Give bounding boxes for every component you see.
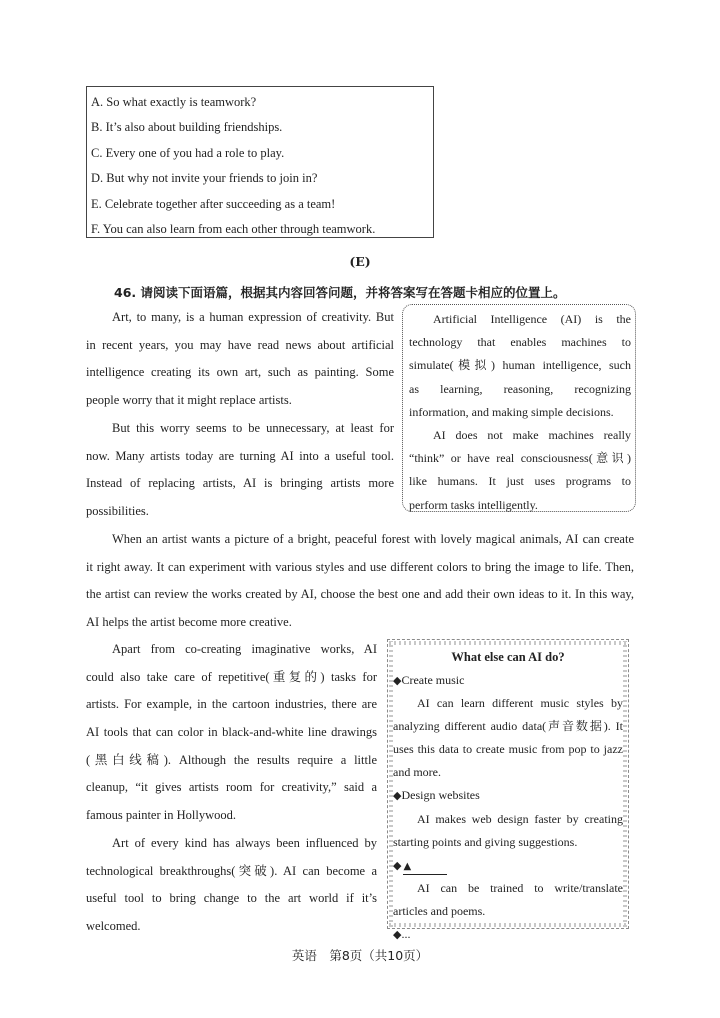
- text-line: intelligence creating its own art, such as painting. Some: [86, 365, 394, 380]
- answer-blank: ▲: [403, 860, 447, 875]
- text-line: Art of every kind has always been influenced by: [112, 836, 377, 850]
- option-c: C. Every one of you had a role to play.: [91, 145, 285, 160]
- text-line: technology that enables machines to: [409, 335, 631, 350]
- text-line: like humans. It just uses programs to: [409, 474, 631, 489]
- section-label: (E): [349, 254, 371, 269]
- page-footer: 英语 第8页（共10页）: [291, 948, 429, 963]
- text-line: and more.: [393, 765, 441, 780]
- text-line: now. Many artists today are turning AI into a useful tool.: [86, 448, 394, 463]
- text-line: useful tool to bring change to the art world if it’s: [86, 891, 377, 906]
- bullet-item: [393, 784, 623, 807]
- paragraph-5: [86, 830, 377, 941]
- text-line: simulate(模拟) human intelligence, such: [409, 358, 631, 373]
- bullet-item: [393, 923, 623, 946]
- text-line: But this worry seems to be unnecessary, at least for: [112, 421, 394, 435]
- text-line: Instead of replacing artists, AI is bringing artists more: [86, 476, 394, 491]
- item-heading: ...: [401, 927, 411, 942]
- text-line: could also take care of repetitive(重复的) tasks for: [86, 669, 377, 684]
- text-line: it right away. It can experiment with various styles and use different colors to bring the image to life. Then,: [86, 559, 634, 574]
- text-line: cleanup, “it gives artists room for creativity,” said a: [86, 780, 377, 795]
- option-b: B. It’s also about building friendships.: [91, 120, 283, 135]
- paragraph-1: [86, 304, 394, 415]
- text-line: AI tools that can color in black-and-white line drawings: [86, 725, 377, 740]
- text-line: technological breakthroughs(突破). AI can become a: [86, 863, 377, 878]
- text-line: analyzing different audio data(声音数据). It: [393, 719, 623, 734]
- diamond-icon: ◆: [393, 674, 402, 687]
- paragraph-4: [86, 636, 377, 830]
- text-line: (黑白线稿). Although the results require a little: [86, 752, 377, 767]
- text-line: famous painter in Hollywood.: [86, 808, 236, 823]
- text-line: AI helps the artist become more creative.: [86, 615, 292, 630]
- question-instruction: 46. 请阅读下面语篇，根据其内容回答问题，并将答案写在答题卡相应的位置上。: [114, 285, 566, 300]
- text-line: possibilities.: [86, 504, 149, 519]
- diamond-icon: ◆: [393, 789, 402, 803]
- text-line: starting points and giving suggestions.: [393, 834, 578, 849]
- options-box: [86, 86, 434, 238]
- diamond-icon: ◆: [393, 928, 402, 942]
- text-line: the artist can review the works created by AI, choose the best one and add their own ideas to it. In this way,: [86, 587, 634, 602]
- option-e: E. Celebrate together after succeeding as a team!: [91, 196, 336, 211]
- diamond-icon: ◆: [393, 858, 402, 872]
- text-line: AI does not make machines really: [433, 427, 631, 442]
- text-line: people worry that it might replace artists.: [86, 393, 292, 408]
- item-heading: Design websites: [401, 788, 480, 803]
- ai-definition-box: [402, 304, 636, 512]
- bullet-item: [393, 854, 623, 877]
- text-line: When an artist wants a picture of a bright, peaceful forest with lovely magical animals, AI can create: [112, 532, 634, 546]
- text-line: AI can be trained to write/translate: [417, 880, 623, 895]
- text-line: welcomed.: [86, 919, 141, 934]
- text-line: information, and making simple decisions.: [409, 404, 614, 419]
- text-line: Apart from co-creating imaginative works, AI: [112, 642, 377, 656]
- item-heading: Create music: [401, 673, 465, 687]
- paragraph-2: [86, 415, 394, 526]
- option-f: F. You can also learn from each other through teamwork.: [91, 221, 376, 236]
- ai-uses-box: [384, 636, 632, 942]
- paragraph-3: [86, 526, 634, 637]
- text-line: as learning, reasoning, recognizing: [409, 381, 631, 396]
- text-line: articles and poems.: [393, 903, 486, 918]
- option-d: D. But why not invite your friends to join in?: [91, 171, 318, 186]
- text-line: AI makes web design faster by creating: [417, 811, 623, 826]
- text-line: uses this data to create music from pop to jazz: [393, 742, 623, 757]
- text-line: in recent years, you may have read news about artificial: [86, 337, 394, 352]
- text-line: Art, to many, is a human expression of creativity. But: [112, 310, 394, 324]
- option-a: A. So what exactly is teamwork?: [91, 95, 257, 109]
- text-line: perform tasks intelligently.: [409, 497, 538, 512]
- bullet-item: [393, 669, 623, 692]
- box-title: What else can AI do?: [451, 650, 565, 664]
- text-line: artists. For example, in the cartoon industries, there are: [86, 697, 377, 712]
- text-line: AI can learn different music styles by: [417, 696, 623, 711]
- text-line: Artificial Intelligence (AI) is the: [433, 312, 631, 326]
- text-line: “think” or have real consciousness(意识): [409, 451, 631, 466]
